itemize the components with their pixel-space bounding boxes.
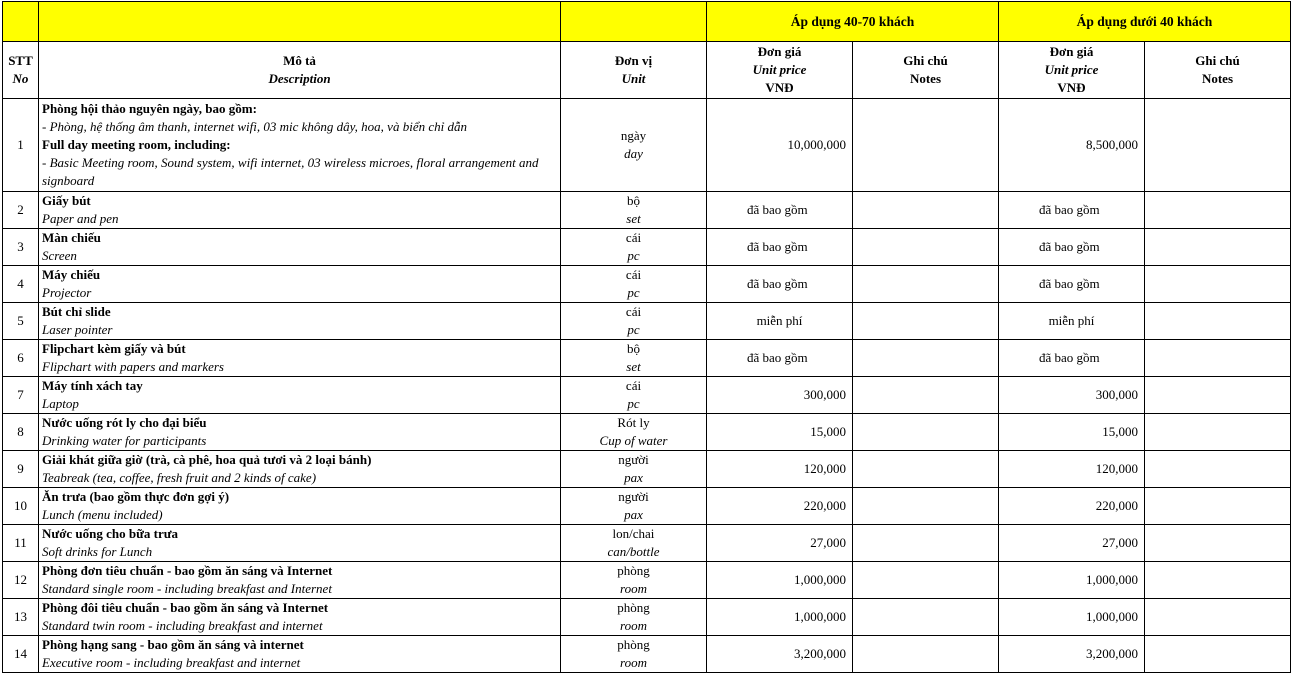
desc-vi: Phòng đơn tiêu chuẩn - bao gồm ăn sáng và Internet [42, 563, 333, 578]
unit-vi: Rót ly [617, 415, 650, 430]
notes-g1[interactable] [853, 414, 999, 451]
price-g1[interactable]: miễn phí [707, 303, 853, 340]
price-g2[interactable]: 220,000 [999, 488, 1145, 525]
price-table [2, 1, 1291, 673]
unit-vi: phòng [617, 637, 650, 652]
price-g2[interactable]: 3,200,000 [999, 636, 1145, 673]
price-g1[interactable]: 1,000,000 [707, 562, 853, 599]
notes-g1[interactable] [853, 266, 999, 303]
header-desc-en: Description [268, 71, 331, 86]
header-no-vi: STT [8, 53, 33, 68]
unit-vi: người [618, 489, 649, 504]
row-number[interactable]: 10 [3, 488, 39, 525]
desc-vi: Máy tính xách tay [42, 378, 143, 393]
desc-vi: Phòng hội thảo nguyên ngày, bao gồm: [42, 101, 257, 116]
desc-en: Projector [42, 285, 92, 300]
header-notes-en: Notes [1201, 71, 1234, 86]
desc-vi: Nước uống cho bữa trưa [42, 526, 179, 541]
price-g2[interactable]: đã bao gồm [999, 229, 1145, 266]
desc-en: Drinking water for participants [42, 433, 207, 448]
unit-en: room [620, 618, 647, 633]
header-desc-vi: Mô tả [283, 53, 316, 68]
header-price-g1[interactable] [707, 42, 853, 99]
row-number[interactable]: 7 [3, 377, 39, 414]
row-number[interactable]: 2 [3, 192, 39, 229]
desc-vi: Máy chiếu [42, 267, 101, 282]
row-description[interactable] [39, 192, 561, 229]
row-description[interactable] [39, 414, 561, 451]
price-g1[interactable]: 15,000 [707, 414, 853, 451]
unit-en: can/bottle [607, 544, 660, 559]
desc-en-sub: - Basic Meeting room, Sound system, wifi internet, 03 wireless microes, floral arrangement and signboard [42, 155, 539, 188]
row-unit[interactable] [561, 340, 707, 377]
header-price-vi: Đơn giá [1049, 44, 1094, 59]
row-number[interactable]: 11 [3, 525, 39, 562]
header-description[interactable] [39, 42, 561, 99]
unit-vi: ngày [620, 128, 647, 143]
price-g2[interactable]: miễn phí [999, 303, 1145, 340]
notes-g1[interactable] [853, 488, 999, 525]
price-g1[interactable]: đã bao gồm [707, 229, 853, 266]
notes-g1[interactable] [853, 525, 999, 562]
header-no-en: No [12, 71, 29, 86]
row-unit[interactable] [561, 377, 707, 414]
desc-en: Teabreak (tea, coffee, fresh fruit and 2 kinds of cake) [42, 470, 317, 485]
table-row [3, 340, 1291, 377]
unit-en: room [620, 581, 647, 596]
header-price-en: Unit price [1044, 62, 1099, 77]
notes-g1[interactable] [853, 99, 999, 192]
unit-vi: bộ [627, 341, 640, 356]
row-description[interactable] [39, 99, 561, 192]
table-row [3, 266, 1291, 303]
table-row [3, 377, 1291, 414]
row-description[interactable] [39, 340, 561, 377]
table-row [3, 525, 1291, 562]
price-g2[interactable]: 27,000 [999, 525, 1145, 562]
price-g1[interactable]: 10,000,000 [707, 99, 853, 192]
desc-en: Screen [42, 248, 77, 263]
unit-vi: cái [625, 230, 642, 245]
row-number[interactable]: 5 [3, 303, 39, 340]
unit-vi: lon/chai [612, 526, 655, 541]
desc-vi: Giấy bút [42, 193, 91, 208]
row-unit[interactable] [561, 303, 707, 340]
header-price-vi: Đơn giá [757, 44, 802, 59]
row-number[interactable]: 14 [3, 636, 39, 673]
header-price-currency: VNĐ [765, 80, 794, 95]
notes-g2[interactable] [1145, 636, 1291, 673]
unit-en: pc [627, 285, 640, 300]
row-number[interactable]: 12 [3, 562, 39, 599]
desc-en: Paper and pen [42, 211, 119, 226]
price-g1[interactable]: đã bao gồm [707, 266, 853, 303]
header-no[interactable] [3, 42, 39, 99]
table-row [3, 599, 1291, 636]
price-g1[interactable]: đã bao gồm [707, 340, 853, 377]
row-description[interactable] [39, 451, 561, 488]
row-unit[interactable] [561, 414, 707, 451]
table-row [3, 451, 1291, 488]
unit-vi: cái [625, 378, 642, 393]
price-g2[interactable]: 120,000 [999, 451, 1145, 488]
price-g2[interactable]: đã bao gồm [999, 192, 1145, 229]
table-row [3, 99, 1291, 192]
row-unit[interactable] [561, 599, 707, 636]
price-g1[interactable]: 120,000 [707, 451, 853, 488]
blank-cell[interactable] [561, 2, 707, 42]
row-description[interactable] [39, 266, 561, 303]
group-40-70[interactable]: Áp dụng 40-70 khách [707, 2, 999, 42]
row-description[interactable] [39, 303, 561, 340]
row-unit[interactable] [561, 488, 707, 525]
notes-g2[interactable] [1145, 525, 1291, 562]
notes-g2[interactable] [1145, 303, 1291, 340]
price-g2[interactable]: 1,000,000 [999, 562, 1145, 599]
desc-vi: Phòng hạng sang - bao gồm ăn sáng và internet [42, 637, 304, 652]
notes-g1[interactable] [853, 636, 999, 673]
desc-vi: Ăn trưa (bao gồm thực đơn gợi ý) [42, 489, 230, 504]
desc-en: Standard twin room - including breakfast and internet [42, 618, 323, 633]
notes-g2[interactable] [1145, 229, 1291, 266]
header-notes-vi: Ghi chú [1195, 53, 1240, 68]
row-number[interactable]: 9 [3, 451, 39, 488]
notes-g2[interactable] [1145, 192, 1291, 229]
row-description[interactable] [39, 488, 561, 525]
header-price-en: Unit price [752, 62, 807, 77]
header-unit[interactable] [561, 42, 707, 99]
desc-vi: Nước uống rót ly cho đại biểu [42, 415, 207, 430]
row-description[interactable] [39, 562, 561, 599]
table-row [3, 303, 1291, 340]
row-number[interactable]: 1 [3, 99, 39, 192]
notes-g2[interactable] [1145, 562, 1291, 599]
desc-vi: Phòng đôi tiêu chuẩn - bao gồm ăn sáng và Internet [42, 600, 329, 615]
row-number[interactable]: 6 [3, 340, 39, 377]
header-notes-vi: Ghi chú [903, 53, 948, 68]
price-g1[interactable]: 1,000,000 [707, 599, 853, 636]
notes-g1[interactable] [853, 340, 999, 377]
row-unit[interactable] [561, 99, 707, 192]
header-unit-en: Unit [621, 71, 646, 86]
table-row [3, 562, 1291, 599]
unit-vi: cái [625, 267, 642, 282]
unit-en: set [626, 359, 641, 374]
row-unit[interactable] [561, 636, 707, 673]
row-unit[interactable] [561, 229, 707, 266]
row-unit[interactable] [561, 525, 707, 562]
unit-en: day [624, 146, 643, 161]
unit-en: room [620, 655, 647, 670]
notes-g2[interactable] [1145, 414, 1291, 451]
row-number[interactable]: 4 [3, 266, 39, 303]
notes-g2[interactable] [1145, 599, 1291, 636]
notes-g1[interactable] [853, 303, 999, 340]
header-unit-vi: Đơn vị [614, 53, 653, 68]
header-price-currency: VNĐ [1057, 80, 1086, 95]
table-row [3, 229, 1291, 266]
unit-en: pc [627, 248, 640, 263]
notes-g2[interactable] [1145, 451, 1291, 488]
unit-vi: phòng [617, 563, 650, 578]
table-row [3, 414, 1291, 451]
desc-vi-sub: - Phòng, hệ thống âm thanh, internet wifi, 03 mic không dây, hoa, và biển chỉ dẫn [42, 119, 467, 134]
unit-en: pax [624, 507, 643, 522]
row-unit[interactable] [561, 192, 707, 229]
desc-vi: Bút chỉ slide [42, 304, 111, 319]
blank-cell[interactable] [39, 2, 561, 42]
price-g2[interactable]: đã bao gồm [999, 340, 1145, 377]
unit-vi: cái [625, 304, 642, 319]
table-row [3, 192, 1291, 229]
notes-g1[interactable] [853, 451, 999, 488]
row-description[interactable] [39, 525, 561, 562]
row-unit[interactable] [561, 562, 707, 599]
price-g1[interactable]: 27,000 [707, 525, 853, 562]
group-under-40[interactable]: Áp dụng dưới 40 khách [999, 2, 1291, 42]
notes-g1[interactable] [853, 562, 999, 599]
notes-g1[interactable] [853, 192, 999, 229]
unit-en: Cup of water [599, 433, 668, 448]
desc-vi: Giải khát giữa giờ (trà, cà phê, hoa quả tươi và 2 loại bánh) [42, 452, 372, 467]
header-price-g2[interactable] [999, 42, 1145, 99]
column-header-row [3, 42, 1291, 99]
desc-en: Lunch (menu included) [42, 507, 163, 522]
unit-vi: bộ [627, 193, 640, 208]
notes-g1[interactable] [853, 599, 999, 636]
desc-en: Flipchart with papers and markers [42, 359, 224, 374]
row-description[interactable] [39, 636, 561, 673]
desc-en: Executive room - including breakfast and internet [42, 655, 301, 670]
table-row [3, 488, 1291, 525]
unit-en: set [626, 211, 641, 226]
price-g2[interactable]: 15,000 [999, 414, 1145, 451]
table-row [3, 636, 1291, 673]
desc-en: Full day meeting room, including: [42, 137, 231, 152]
group-header-row [3, 2, 1291, 42]
notes-g2[interactable] [1145, 340, 1291, 377]
unit-en: pc [627, 396, 640, 411]
unit-en: pax [624, 470, 643, 485]
notes-g1[interactable] [853, 229, 999, 266]
unit-en: pc [627, 322, 640, 337]
row-description[interactable] [39, 599, 561, 636]
header-notes-g2[interactable] [1145, 42, 1291, 99]
price-g1[interactable]: đã bao gồm [707, 192, 853, 229]
desc-en: Laser pointer [42, 322, 113, 337]
desc-en: Soft drinks for Lunch [42, 544, 153, 559]
price-g2[interactable]: 300,000 [999, 377, 1145, 414]
notes-g2[interactable] [1145, 266, 1291, 303]
desc-vi: Màn chiếu [42, 230, 101, 245]
notes-g2[interactable] [1145, 488, 1291, 525]
notes-g2[interactable] [1145, 377, 1291, 414]
row-number[interactable]: 8 [3, 414, 39, 451]
row-number[interactable]: 3 [3, 229, 39, 266]
notes-g2[interactable] [1145, 99, 1291, 192]
row-description[interactable] [39, 229, 561, 266]
header-notes-en: Notes [909, 71, 942, 86]
row-unit[interactable] [561, 266, 707, 303]
row-unit[interactable] [561, 451, 707, 488]
desc-vi: Flipchart kèm giấy và bút [42, 341, 186, 356]
desc-en: Standard single room - including breakfast and Internet [42, 581, 332, 596]
price-g2[interactable]: đã bao gồm [999, 266, 1145, 303]
unit-vi: người [618, 452, 649, 467]
desc-en: Laptop [42, 396, 79, 411]
price-g2[interactable]: 8,500,000 [999, 99, 1145, 192]
price-g1[interactable]: 3,200,000 [707, 636, 853, 673]
header-notes-g1[interactable] [853, 42, 999, 99]
price-g1[interactable]: 220,000 [707, 488, 853, 525]
blank-cell[interactable] [3, 2, 39, 42]
price-g1[interactable]: 300,000 [707, 377, 853, 414]
row-number[interactable]: 13 [3, 599, 39, 636]
notes-g1[interactable] [853, 377, 999, 414]
price-g2[interactable]: 1,000,000 [999, 599, 1145, 636]
row-description[interactable] [39, 377, 561, 414]
unit-vi: phòng [617, 600, 650, 615]
